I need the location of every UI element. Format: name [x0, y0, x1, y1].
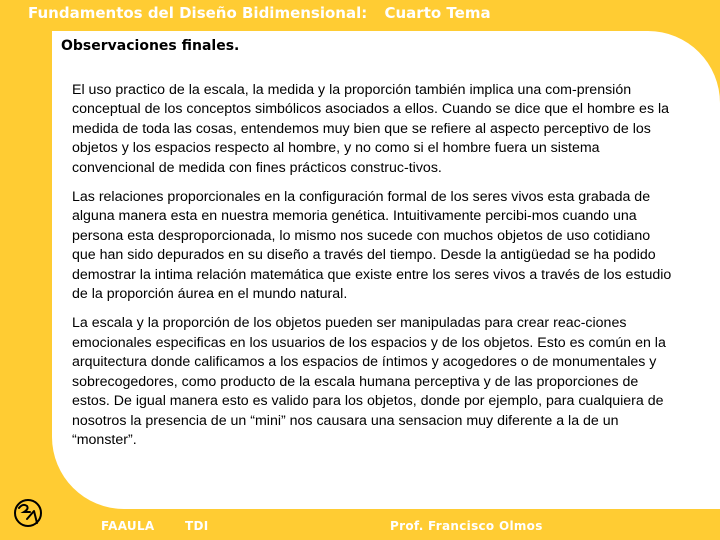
section-title: Observaciones finales. [61, 38, 240, 54]
footer-school: FAAULA [101, 519, 155, 533]
topic-title: Cuarto Tema [384, 4, 491, 22]
faaula-logo-icon [12, 497, 44, 529]
paragraph-3: La escala y la proporción de los objetos pueden ser manipuladas para crear reac-ciones emocionales especificas en los usuarios de los espacios y de los objetos. Esto es común en la arquitectura donde calificamos a los espacios de íntimos y acogedores o de monumentales y sobrecogedores, como producto de la escala humana perceptiva y de las proporciones de estos. De igual manera esto es valido para los objetos, donde por ejemplo, para cualquiera de nosotros la presencia de un “mini” nos causara una sensacion muy diferente a la de un “monster”. [72, 315, 666, 448]
footer-dept: TDI [185, 519, 209, 533]
slide-body [72, 81, 674, 460]
course-title: Fundamentos del Diseño Bidimensional: [28, 4, 368, 22]
footer-professor: Prof. Francisco Olmos [390, 519, 543, 533]
slide-header [28, 4, 491, 24]
paragraph-1: El uso practico de la escala, la medida y la proporción también implica una com-prensión conceptual de los conceptos simbólicos asociados a ellos. Cuando se dice que el hombre es la medida de toda las cosas, entendemos muy bien que se refiere al aspecto perceptivo de los objetos y los espacios respecto al hombre, y no como si el hombre fuera un sistema convencional de medida con fines prácticos construc-tivos. [72, 82, 670, 176]
paragraph-2: Las relaciones proporcionales en la configuración formal de los seres vivos esta grabada de alguna manera esta en nuestra memoria genética. Intuitivamente percibi-mos cuando una persona esta desproporcionada, lo mismo nos sucede con muchos objetos de uso cotidiano que han sido depurados en su diseño a través del tiempo. Desde la antigüedad se ha podido demostrar la intima relación matemática que existe entre los seres vivos a través de los estudio de la proporción áurea en el mundo natural. [72, 189, 672, 303]
